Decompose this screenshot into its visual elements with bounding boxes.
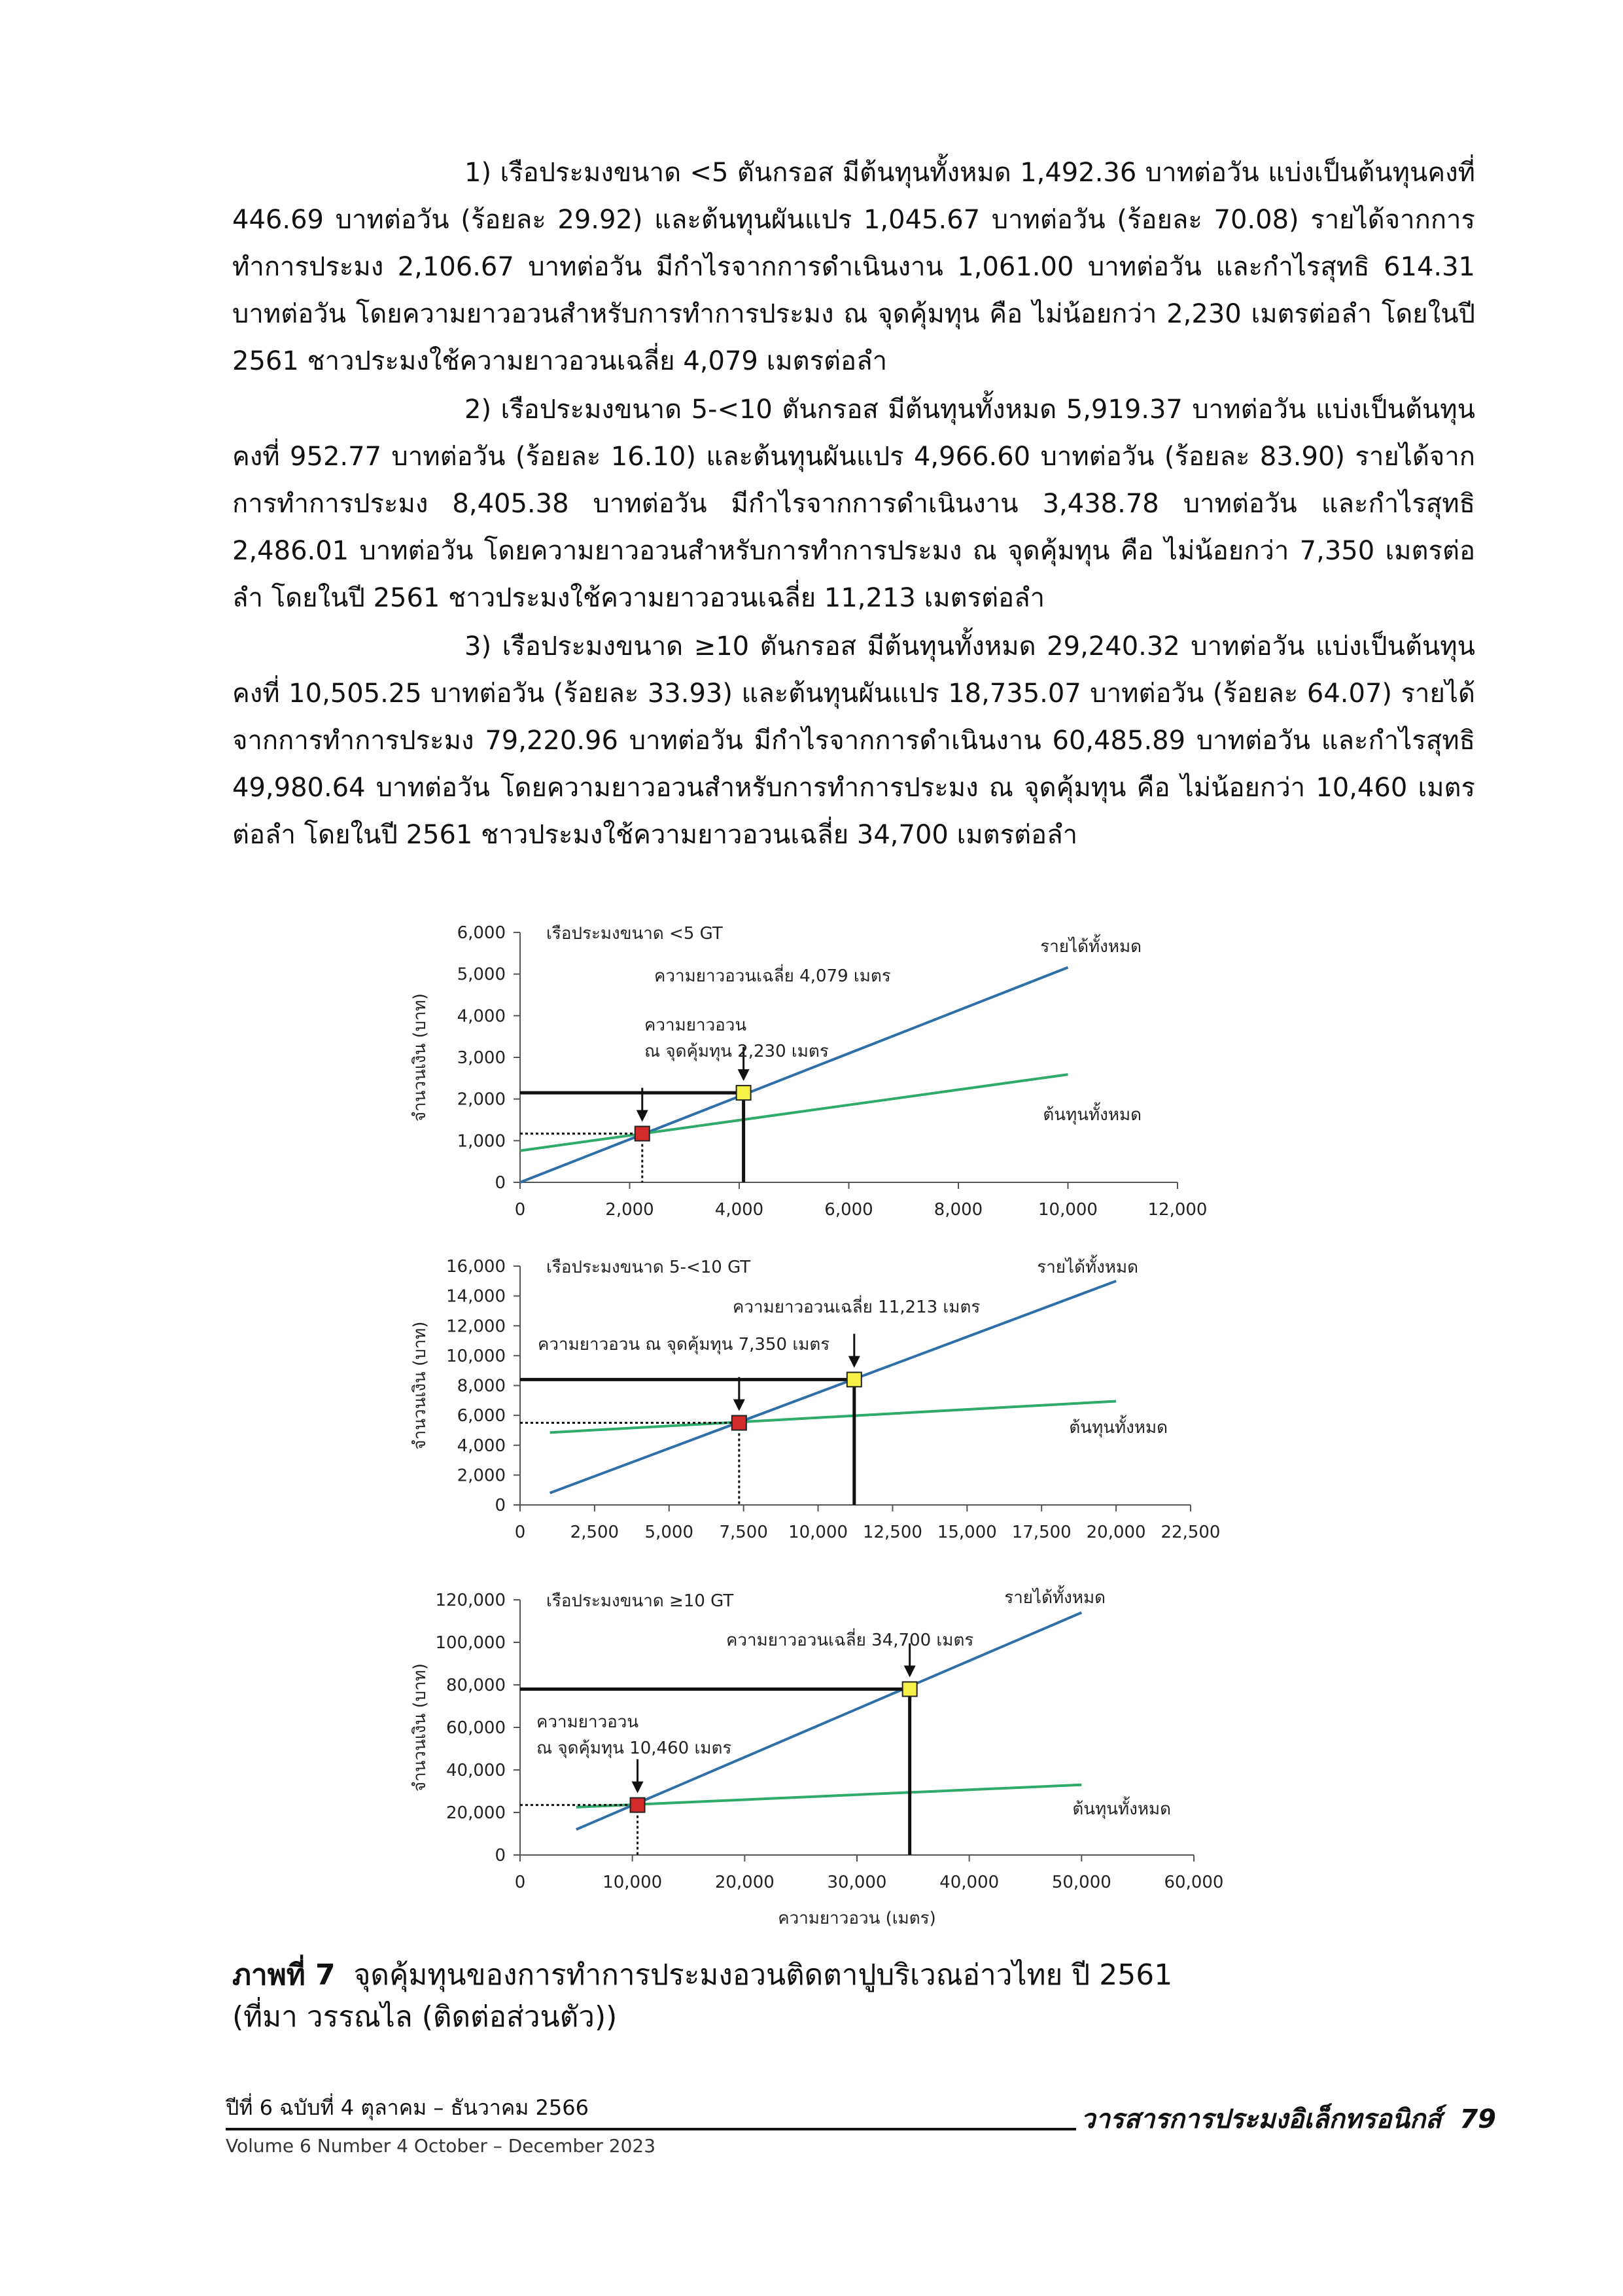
x-tick-label: 10,000 — [788, 1523, 848, 1542]
cost-line — [520, 1074, 1068, 1151]
breakeven-label: ความยาวอวน ณ จุดคุ้มทุน 7,350 เมตร — [538, 1335, 830, 1354]
breakeven-arrow-head — [632, 1782, 644, 1793]
chart-title: เรือประมงขนาด 5-<10 GT — [546, 1258, 751, 1277]
x-tick-label: 30,000 — [827, 1873, 887, 1892]
average-arrow-head — [904, 1666, 916, 1678]
caption-label: ภาพที่ 7 — [232, 1958, 336, 1992]
y-tick-label: 40,000 — [446, 1761, 506, 1780]
chart-1 — [410, 923, 1207, 1220]
x-tick-label: 4,000 — [714, 1200, 764, 1220]
breakeven-arrow-head — [733, 1400, 745, 1411]
chart-3 — [410, 1585, 1223, 1928]
y-tick-label: 5,000 — [457, 964, 506, 985]
breakeven-arrow-head — [637, 1110, 648, 1122]
average-marker — [847, 1372, 862, 1386]
average-marker — [903, 1682, 917, 1697]
footer-issue-th: ปีที่ 6 ฉบับที่ 4 ตุลาคม – ธันวาคม 2566 — [226, 2095, 589, 2120]
x-tick-label: 8,000 — [934, 1200, 983, 1220]
figure-caption — [232, 1955, 1172, 1996]
footer-divider — [226, 2128, 1076, 2130]
y-tick-label: 2,000 — [457, 1466, 506, 1486]
y-axis-label: จำนวนเงิน (บาท) — [410, 1321, 430, 1450]
average-marker — [737, 1086, 751, 1100]
x-tick-label: 20,000 — [714, 1873, 775, 1892]
x-tick-label: 50,000 — [1051, 1873, 1111, 1892]
x-tick-label: 10,000 — [602, 1873, 663, 1892]
x-tick-label: 60,000 — [1164, 1873, 1224, 1892]
caption-source: (ที่มา วรรณไล (ติดต่อส่วนตัว)) — [232, 2000, 618, 2034]
page-number: 79 — [1459, 2104, 1496, 2134]
cost-line — [550, 1401, 1117, 1432]
revenue-label: รายได้ทั้งหมด — [1037, 1258, 1138, 1277]
breakeven-marker — [635, 1127, 650, 1141]
y-tick-label: 0 — [495, 1846, 506, 1865]
breakeven-label: ณ จุดคุ้มทุน 2,230 เมตร — [644, 1042, 829, 1061]
y-tick-label: 16,000 — [446, 1257, 506, 1277]
paragraph-2: 2) เรือประมงขนาด 5-<10 ตันกรอส มีต้นทุนทั้งหมด 5,919.37 บาทต่อวัน แบ่งเป็นต้นทุนคงที่ 952.77 บาทต่อวัน (ร้อยละ 16.10) และต้นทุนผันแปร 4,966.60 บาทต่อวัน (ร้อยละ 83.90) รายได้จากการทำการประมง 8,405.38 บาทต่อวัน มีกำไรจากการดำเนินงาน 3,438.78 บาทต่อวัน และกำไรสุทธิ 2,486.01 บาทต่อวัน โดยความยาวอวนสำหรับการทำการประมง ณ จุดคุ้มทุน คือ ไม่น้อยกว่า 7,350 เมตรต่อลำ โดยในปี 2561 ชาวประมงใช้ความยาวอวนเฉลี่ย 11,213 เมตรต่อลำ — [232, 395, 1475, 613]
breakeven-marker — [732, 1416, 746, 1430]
average-arrow-head — [848, 1356, 860, 1368]
breakeven-label: ความยาวอวน — [644, 1016, 747, 1035]
average-label: ความยาวอวนเฉลี่ย 34,700 เมตร — [726, 1631, 974, 1650]
x-tick-label: 6,000 — [824, 1200, 873, 1220]
breakeven-label: ความยาวอวน — [536, 1712, 639, 1732]
y-tick-label: 120,000 — [435, 1591, 506, 1610]
x-tick-label: 0 — [514, 1200, 526, 1220]
breakeven-marker — [631, 1798, 645, 1812]
y-tick-label: 10,000 — [446, 1346, 506, 1366]
y-axis-label: จำนวนเงิน (บาท) — [410, 993, 430, 1122]
x-tick-label: 15,000 — [937, 1523, 997, 1542]
y-tick-label: 8,000 — [457, 1376, 506, 1396]
y-tick-label: 12,000 — [446, 1316, 506, 1337]
x-tick-label: 12,500 — [862, 1523, 922, 1542]
chart-title: เรือประมงขนาด <5 GT — [546, 924, 723, 944]
chart-2 — [410, 1254, 1220, 1542]
y-tick-label: 14,000 — [446, 1286, 506, 1307]
y-tick-label: 80,000 — [446, 1676, 506, 1695]
y-tick-label: 0 — [495, 1496, 506, 1515]
x-tick-label: 0 — [514, 1873, 526, 1892]
y-tick-label: 4,000 — [457, 1436, 506, 1456]
revenue-line — [520, 967, 1068, 1182]
average-arrow-head — [738, 1069, 750, 1081]
revenue-label: รายได้ทั้งหมด — [1040, 937, 1142, 957]
y-tick-label: 3,000 — [457, 1048, 506, 1068]
chart-title: เรือประมงขนาด ≥10 GT — [546, 1591, 734, 1611]
cost-label: ต้นทุนทั้งหมด — [1069, 1418, 1168, 1438]
breakeven-label: ณ จุดคุ้มทุน 10,460 เมตร — [536, 1739, 732, 1758]
x-tick-label: 10,000 — [1038, 1200, 1098, 1220]
paragraph-3: 3) เรือประมงขนาด ≥10 ตันกรอส มีต้นทุนทั้งหมด 29,240.32 บาทต่อวัน แบ่งเป็นต้นทุนคงที่ 10,505.25 บาทต่อวัน (ร้อยละ 33.93) และต้นทุนผันแปร 18,735.07 บาทต่อวัน (ร้อยละ 64.07) รายได้จากการทำการประมง 79,220.96 บาทต่อวัน มีกำไรจากการดำเนินงาน 60,485.89 บาทต่อวัน และกำไรสุทธิ 49,980.64 บาทต่อวัน โดยความยาวอวนสำหรับการทำการประมง ณ จุดคุ้มทุน คือ ไม่น้อยกว่า 10,460 เมตรต่อลำ โดยในปี 2561 ชาวประมงใช้ความยาวอวนเฉลี่ย 34,700 เมตรต่อลำ — [232, 631, 1475, 850]
footer-issue-en: Volume 6 Number 4 October – December 2023 — [226, 2135, 656, 2157]
x-tick-label: 17,500 — [1011, 1523, 1072, 1542]
x-tick-label: 20,000 — [1086, 1523, 1146, 1542]
paragraph-1: 1) เรือประมงขนาด <5 ตันกรอส มีต้นทุนทั้งหมด 1,492.36 บาทต่อวัน แบ่งเป็นต้นทุนคงที่ 446.69 บาทต่อวัน (ร้อยละ 29.92) และต้นทุนผันแปร 1,045.67 บาทต่อวัน (ร้อยละ 70.08) รายได้จากการทำการประมง 2,106.67 บาทต่อวัน มีกำไรจากการดำเนินงาน 1,061.00 บาทต่อวัน และกำไรสุทธิ 614.31 บาทต่อวัน โดยความยาวอวนสำหรับการทำการประมง ณ จุดคุ้มทุน คือ ไม่น้อยกว่า 2,230 เมตรต่อลำ โดยในปี 2561 ชาวประมงใช้ความยาวอวนเฉลี่ย 4,079 เมตรต่อลำ — [232, 158, 1476, 376]
caption-text: จุดคุ้มทุนของการทำการประมงอวนติดตาปูบริเวณอ่าวไทย ปี 2561 — [353, 1958, 1173, 1992]
y-tick-label: 1,000 — [457, 1131, 506, 1152]
x-tick-label: 12,000 — [1147, 1200, 1208, 1220]
y-tick-label: 100,000 — [435, 1633, 506, 1653]
average-label: ความยาวอวนเฉลี่ย 4,079 เมตร — [654, 966, 891, 986]
y-tick-label: 0 — [495, 1173, 506, 1193]
footer-journal — [1081, 2098, 1496, 2140]
x-tick-label: 40,000 — [939, 1873, 1000, 1892]
x-tick-label: 22,500 — [1161, 1523, 1221, 1542]
cost-label: ต้นทุนทั้งหมด — [1072, 1799, 1171, 1819]
x-axis-label: ความยาวอวน (เมตร) — [778, 1909, 936, 1928]
x-tick-label: 0 — [514, 1523, 526, 1542]
y-tick-label: 60,000 — [446, 1718, 506, 1738]
revenue-label: รายได้ทั้งหมด — [1004, 1588, 1106, 1608]
y-tick-label: 20,000 — [446, 1803, 506, 1823]
x-tick-label: 7,500 — [719, 1523, 768, 1542]
y-tick-label: 4,000 — [457, 1006, 506, 1027]
y-tick-label: 6,000 — [457, 1406, 506, 1426]
journal-name: วารสารการประมงอิเล็กทรอนิกส์ — [1081, 2104, 1442, 2134]
y-tick-label: 2,000 — [457, 1089, 506, 1110]
y-tick-label: 6,000 — [457, 923, 506, 943]
x-tick-label: 5,000 — [644, 1523, 693, 1542]
x-tick-label: 2,000 — [605, 1200, 654, 1220]
average-label: ความยาวอวนเฉลี่ย 11,213 เมตร — [733, 1298, 981, 1317]
x-tick-label: 2,500 — [570, 1523, 620, 1542]
y-axis-label: จำนวนเงิน (บาท) — [410, 1663, 430, 1792]
cost-label: ต้นทุนทั้งหมด — [1043, 1105, 1142, 1125]
